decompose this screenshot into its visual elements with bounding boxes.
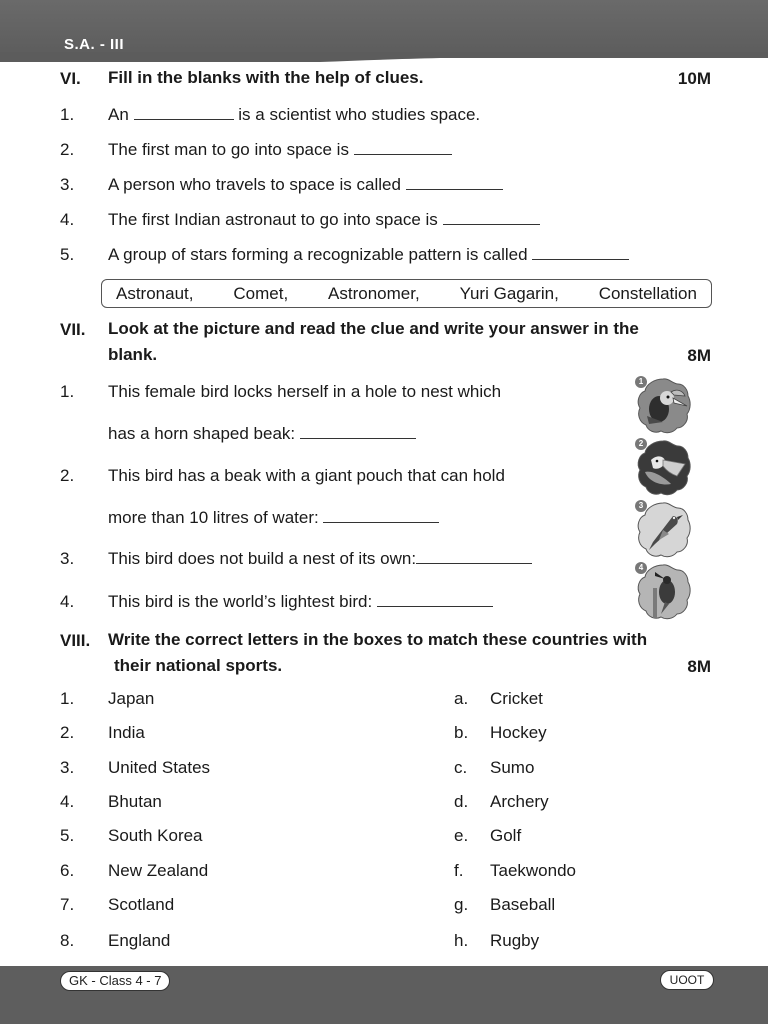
section-8-title-line1: Write the correct letters in the boxes to match these countries with <box>108 630 648 649</box>
country-name: India <box>108 723 145 742</box>
question-text: This female bird locks herself in a hole to nest which <box>108 382 502 401</box>
image-number-badge: 2 <box>635 438 647 450</box>
header-swoosh <box>0 52 768 62</box>
bird-question-1 <box>60 382 728 404</box>
bird-question-1-cont <box>60 424 728 446</box>
country-number: 4. <box>60 792 75 811</box>
sport-name: Taekwondo <box>490 861 577 880</box>
question-text: The first man to go into space is <box>108 140 349 159</box>
answer-blank[interactable] <box>377 593 493 607</box>
answer-blank[interactable] <box>416 550 532 564</box>
country-name: Bhutan <box>108 792 162 811</box>
sport-letter: f. <box>454 861 464 880</box>
answer-blank[interactable] <box>323 509 439 523</box>
country-number: 7. <box>60 895 75 914</box>
answer-blank[interactable] <box>354 141 452 155</box>
question-number: 5. <box>60 245 75 264</box>
country-item <box>60 895 390 917</box>
image-number-badge: 3 <box>635 500 647 512</box>
country-item <box>60 689 390 711</box>
country-number: 5. <box>60 826 75 845</box>
question-number: 1. <box>60 382 75 401</box>
clue-box <box>101 279 712 308</box>
sport-item <box>454 826 714 848</box>
section-8-title <box>108 627 712 679</box>
question-number: 3. <box>60 549 75 568</box>
blank-question-2 <box>60 140 728 162</box>
sport-name: Hockey <box>490 723 547 742</box>
cuckoo-icon <box>633 500 695 560</box>
blank-question-1 <box>60 105 728 127</box>
question-text: This bird is the world’s lightest bird: <box>108 592 373 611</box>
question-text-after: is a scientist who studies space. <box>238 105 481 124</box>
sport-item <box>454 792 714 814</box>
country-name: Japan <box>108 689 155 708</box>
section-7-marks: 8M <box>687 346 711 365</box>
country-name: United States <box>108 758 211 777</box>
footer-page-label: UOOT <box>660 970 714 990</box>
blank-question-3 <box>60 175 728 197</box>
country-item <box>60 758 390 780</box>
clue-word: Astronomer, <box>328 283 420 303</box>
question-text: The first Indian astronaut to go into space is <box>108 210 438 229</box>
bird-question-2 <box>60 466 728 488</box>
pelican-icon <box>633 438 695 498</box>
sport-name: Rugby <box>490 931 540 950</box>
header-label: S.A. - III <box>64 36 125 53</box>
clue-word: Yuri Gagarin, <box>459 283 559 303</box>
blank-question-5 <box>60 245 728 267</box>
sport-letter: h. <box>454 931 469 950</box>
question-number: 1. <box>60 105 75 124</box>
country-name: England <box>108 931 171 950</box>
question-text: has a horn shaped beak: <box>108 424 296 443</box>
sport-name: Golf <box>490 826 522 845</box>
country-number: 8. <box>60 931 75 950</box>
section-7-title <box>108 316 712 368</box>
image-number-badge: 1 <box>635 376 647 388</box>
question-text: An <box>108 105 129 124</box>
clue-word: Comet, <box>233 283 289 303</box>
country-number: 2. <box>60 723 75 742</box>
answer-blank[interactable] <box>406 176 503 190</box>
section-7-number: VII. <box>60 320 86 339</box>
country-item <box>60 931 390 953</box>
bird-question-3 <box>60 549 728 571</box>
country-item <box>60 861 390 883</box>
question-number: 3. <box>60 175 75 194</box>
sport-name: Archery <box>490 792 549 811</box>
section-8-number: VIII. <box>60 631 91 650</box>
country-number: 6. <box>60 861 75 880</box>
sport-name: Baseball <box>490 895 556 914</box>
section-8-title-line2: their national sports. <box>114 656 283 675</box>
bird-question-4 <box>60 592 728 614</box>
sport-letter: g. <box>454 895 469 914</box>
question-number: 2. <box>60 140 75 159</box>
question-number: 4. <box>60 592 75 611</box>
sport-letter: c. <box>454 758 468 777</box>
question-text: This bird has a beak with a giant pouch that can hold <box>108 466 505 485</box>
section-6-title: Fill in the blanks with the help of clues. <box>108 68 424 87</box>
section-7-title-line1: Look at the picture and read the clue and write your answer in the <box>108 319 639 338</box>
sport-item <box>454 931 714 953</box>
answer-blank[interactable] <box>443 211 540 225</box>
section-8-marks: 8M <box>687 657 711 676</box>
country-item <box>60 723 390 745</box>
section-7-title-line2: blank. <box>108 345 158 364</box>
question-text: A group of stars forming a recognizable pattern is called <box>108 245 528 264</box>
sport-item <box>454 689 714 711</box>
sport-item <box>454 758 714 780</box>
country-number: 1. <box>60 689 75 708</box>
hornbill-icon <box>633 376 695 436</box>
answer-blank[interactable] <box>134 106 234 120</box>
footer-class-label: GK - Class 4 - 7 <box>60 971 170 991</box>
country-name: Scotland <box>108 895 175 914</box>
country-item <box>60 826 390 848</box>
answer-blank[interactable] <box>532 246 629 260</box>
sport-name: Sumo <box>490 758 535 777</box>
sport-letter: e. <box>454 826 469 845</box>
question-text: more than 10 litres of water: <box>108 508 319 527</box>
country-name: New Zealand <box>108 861 209 880</box>
question-text: This bird does not build a nest of its own: <box>108 549 417 568</box>
sport-letter: b. <box>454 723 469 742</box>
country-item <box>60 792 390 814</box>
sport-letter: a. <box>454 689 469 708</box>
bird-question-2-cont <box>60 508 728 530</box>
question-number: 2. <box>60 466 75 485</box>
sport-letter: d. <box>454 792 469 811</box>
sport-item <box>454 723 714 745</box>
question-text: A person who travels to space is called <box>108 175 401 194</box>
question-number: 4. <box>60 210 75 229</box>
hummingbird-icon <box>633 562 695 622</box>
sport-item <box>454 895 714 917</box>
sport-name: Cricket <box>490 689 543 708</box>
clue-word: Constellation <box>598 283 697 303</box>
section-6-number: VI. <box>60 69 81 88</box>
country-name: South Korea <box>108 826 203 845</box>
clue-word: Astronaut, <box>116 283 194 303</box>
image-number-badge: 4 <box>635 562 647 574</box>
blank-question-4 <box>60 210 728 232</box>
sport-item <box>454 861 714 883</box>
section-6-marks: 10M <box>677 69 711 88</box>
answer-blank[interactable] <box>300 425 416 439</box>
country-number: 3. <box>60 758 75 777</box>
